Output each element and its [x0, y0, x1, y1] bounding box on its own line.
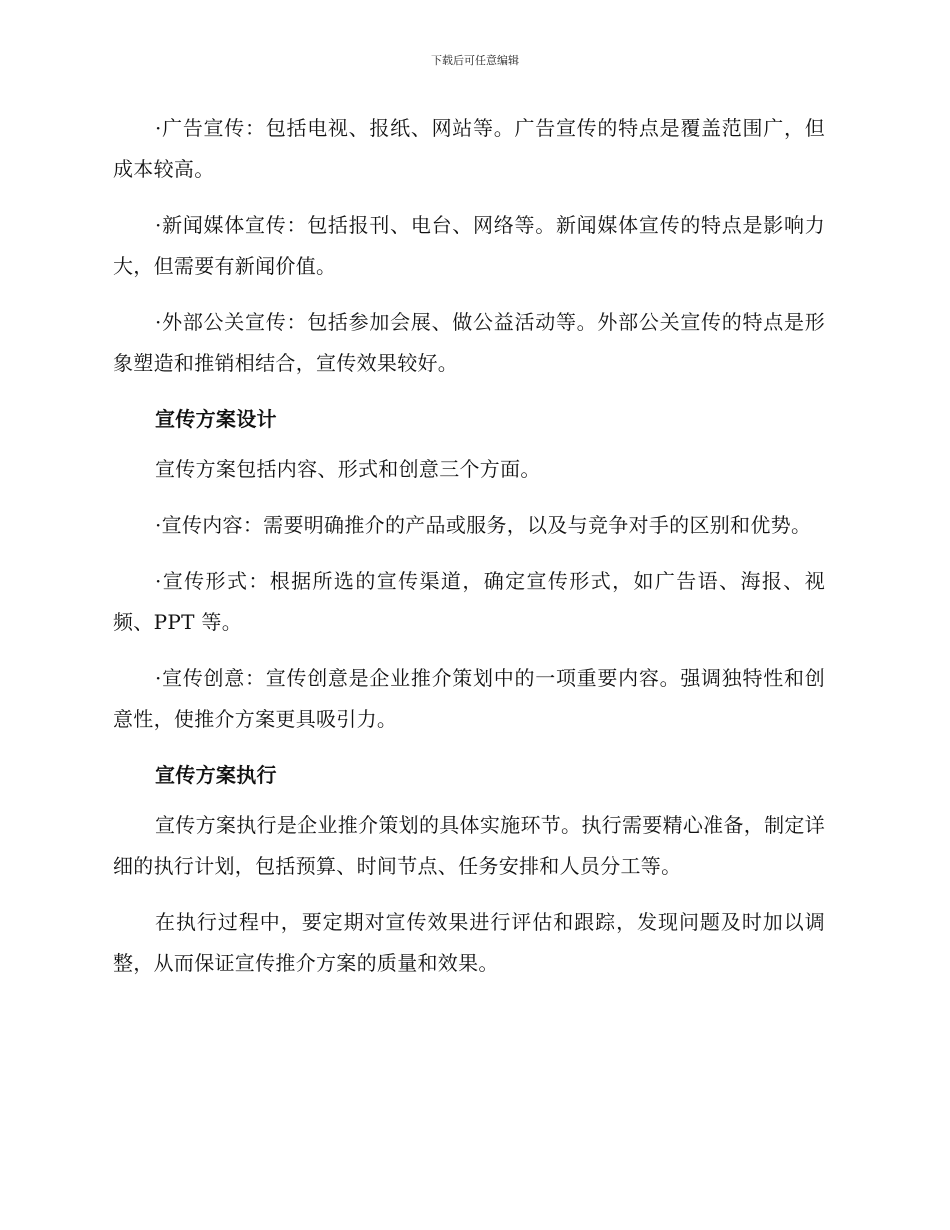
- paragraph-advertising: ·广告宣传：包括电视、报纸、网站等。广告宣传的特点是覆盖范围广，但成本较高。: [113, 116, 825, 181]
- paragraph-news-media: ·新闻媒体宣传：包括报刊、电台、网络等。新闻媒体宣传的特点是影响力大，但需要有新闻价值。: [113, 213, 825, 278]
- document-body: [113, 108, 825, 999]
- paragraph-creativity: ·宣传创意：宣传创意是企业推介策划中的一项重要内容。强调独特性和创意性，使推介方案更具吸引力。: [113, 666, 825, 731]
- paragraph-form: ·宣传形式：根据所选的宣传渠道，确定宣传形式，如广告语、海报、视频、PPT 等。: [113, 569, 825, 634]
- paragraph-plan-aspects: 宣传方案包括内容、形式和创意三个方面。: [155, 457, 541, 481]
- paragraph-execution: 宣传方案执行是企业推介策划的具体实施环节。执行需要精心准备，制定详细的执行计划，包括预算、时间节点、任务安排和人员分工等。: [113, 813, 825, 878]
- heading-plan-design: 宣传方案设计: [155, 407, 277, 431]
- paragraph-evaluation: 在执行过程中，要定期对宣传效果进行评估和跟踪，发现问题及时加以调整，从而保证宣传推介方案的质量和效果。: [113, 910, 825, 975]
- heading-plan-execution: 宣传方案执行: [155, 763, 277, 787]
- paragraph-public-relations: ·外部公关宣传：包括参加会展、做公益活动等。外部公关宣传的特点是形象塑造和推销相结合，宣传效果较好。: [113, 310, 825, 375]
- paragraph-content: ·宣传内容：需要明确推介的产品或服务，以及与竞争对手的区别和优势。: [155, 513, 812, 537]
- page-header: 下载后可任意编辑: [431, 54, 519, 67]
